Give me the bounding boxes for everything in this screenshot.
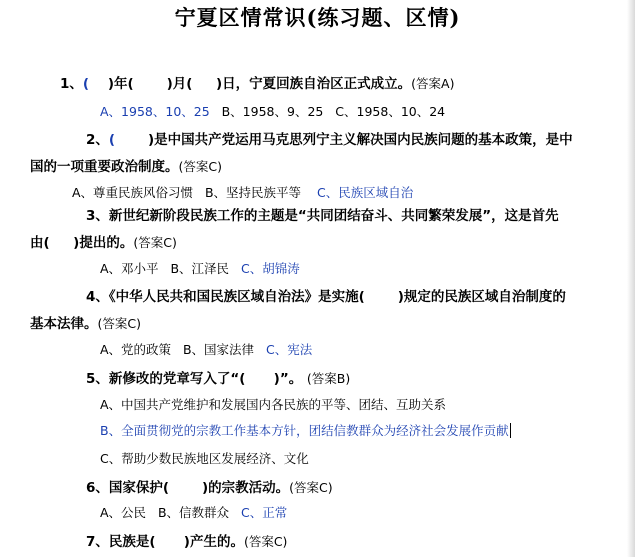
option-c: C、正常: [240, 505, 288, 520]
question-4-cont: 基本法律。(答案C): [30, 316, 141, 332]
question-7: 7、民族是( )产生的。(答案C): [86, 534, 288, 550]
option-a: A、党的政策: [100, 342, 172, 357]
options-6: [100, 503, 287, 521]
options-4: [100, 340, 312, 358]
page-edge-shadow: [627, 0, 635, 557]
option-b: B、1958、9、25: [221, 104, 324, 119]
option-b: B、江泽民: [170, 261, 230, 276]
page-title: 宁夏区情常识(练习题、区情): [174, 5, 461, 30]
question-5: 5、新修改的党章写入了“( )”。 (答案B): [86, 371, 351, 387]
option-5c: C、帮助少数民族地区发展经济、文化: [100, 451, 309, 466]
option-b: B、国家法律: [182, 342, 255, 357]
question-2-cont: 国的一项重要政治制度。(答案C): [30, 159, 222, 175]
answer-key-6: (答案C): [289, 480, 333, 495]
option-c: C、宪法: [265, 342, 313, 357]
question-6: 6、国家保护( )的宗教活动。(答案C): [86, 480, 333, 496]
option-5b: B、全面贯彻党的宗教工作基本方针，团结信教群众为经济社会发展作贡献: [100, 423, 509, 438]
option-a: A、邓小平: [100, 261, 159, 276]
question-3: 3、新世纪新阶段民族工作的主题是“共同团结奋斗、共同繁荣发展”，这是首先: [86, 208, 559, 224]
option-c: C、胡锦涛: [240, 261, 300, 276]
answer-key-3: (答案C): [133, 235, 177, 250]
answer-key-4: (答案C): [97, 316, 141, 331]
answer-key-1: (答案A): [411, 76, 455, 91]
options-3: [100, 259, 300, 277]
question-1: 1、( )年( )月( )日，宁夏回族自治区正式成立。(答案A): [60, 76, 455, 92]
option-a: A、公民: [100, 505, 147, 520]
options-2: [72, 183, 413, 201]
option-b: B、坚持民族平等: [204, 185, 302, 200]
answer-key-7: (答案C): [243, 534, 288, 549]
option-a: A、1958、10、25: [100, 104, 210, 119]
question-2: 2、( )是中国共产党运用马克思列宁主义解决国内民族问题的基本政策，是中: [86, 132, 573, 148]
answer-key-2: (答案C): [178, 159, 222, 174]
question-4: 4、《中华人民共和国民族区域自治法》是实施( )规定的民族区域自治制度的: [86, 289, 566, 305]
option-b: B、信教群众: [157, 505, 230, 520]
question-3-cont: 由( )提出的。(答案C): [30, 235, 177, 251]
text-cursor: [510, 423, 511, 438]
option-5a: A、中国共产党维护和发展国内各民族的平等、团结、互助关系: [100, 397, 447, 412]
options-1: [100, 102, 445, 120]
answer-key-5: (答案B): [306, 371, 351, 386]
option-c: C、1958、10、24: [335, 104, 446, 119]
option-a: A、尊重民族风俗习惯: [72, 185, 194, 200]
option-c: C、民族区域自治: [316, 185, 414, 200]
